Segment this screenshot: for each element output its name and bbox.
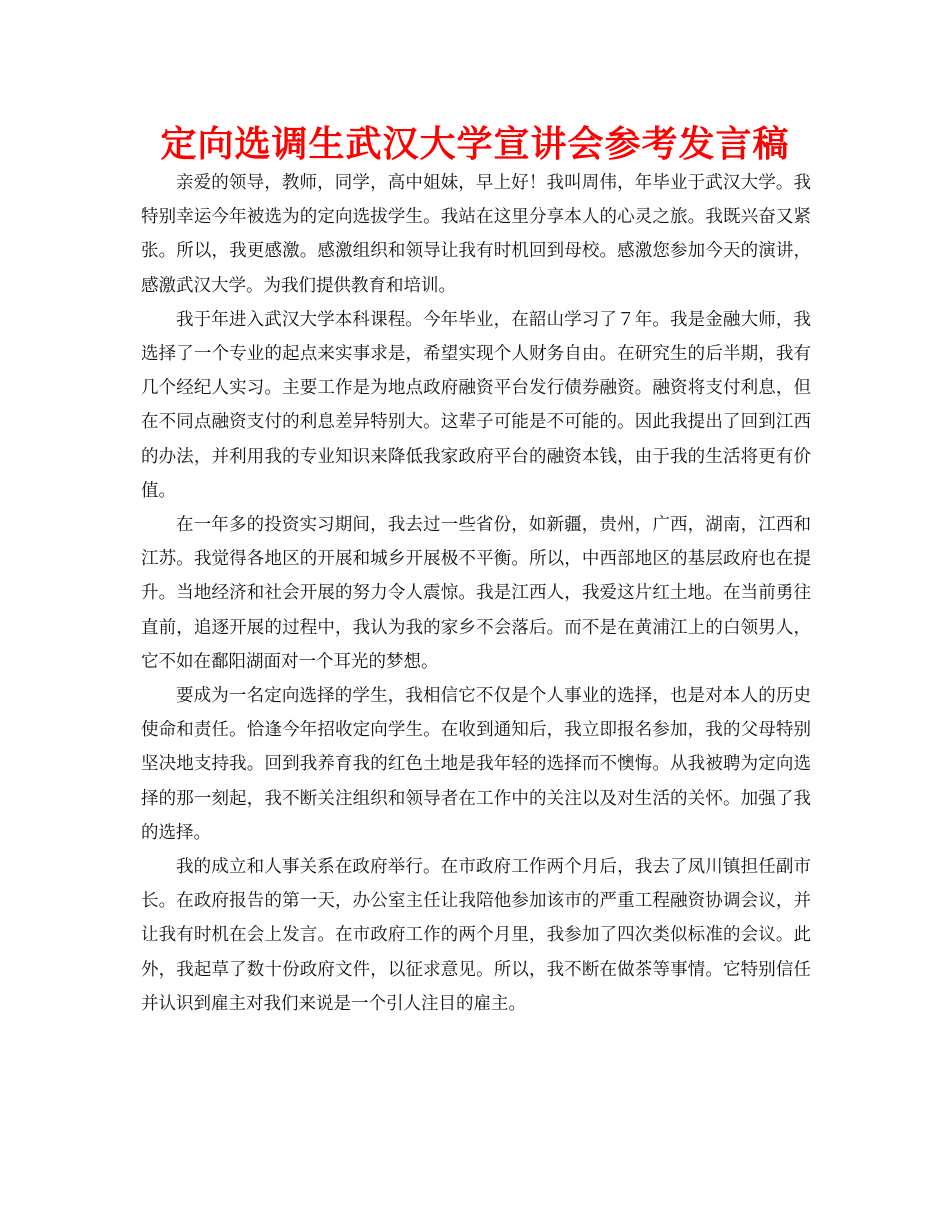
document-body — [141, 166, 811, 1021]
paragraph: 我的成立和人事关系在政府举行。在市政府工作两个月后，我去了凤川镇担任副市长。在政府报告的第一天，办公室主任让我陪他参加该市的严重工程融资协调会议，并让我有时机在会上发言。在市政府工作的两个月里，我参加了四次类似标准的会议。此外，我起草了数十份政府文件，以征求意见。所以，我不断在做茶等事情。它特别信任并认识到雇主对我们来说是一个引人注目的雇主。 — [141, 857, 811, 1014]
paragraph: 在一年多的投资实习期间，我去过一些省份，如新疆，贵州，广西，湖南，江西和江苏。我觉得各地区的开展和城乡开展极不平衡。所以，中西部地区的基层政府也在提升。当地经济和社会开展的努力令人震惊。我是江西人，我爱这片红土地。在当前勇往直前，追逐开展的过程中，我认为我的家乡不会落后。而不是在黄浦江上的白领男人，它不如在鄱阳湖面对一个耳光的梦想。 — [141, 515, 811, 672]
paragraph: 我于年进入武汉大学本科课程。今年毕业，在韶山学习了７年。我是金融大师，我选择了一个专业的起点来实事求是，希望实现个人财务自由。在研究生的后半期，我有几个经纪人实习。主要工作是为地点政府融资平台发行债券融资。融资将支付利息，但在不同点融资支付的利息差异特别大。这辈子可能是不可能的。因此我提出了回到江西的办法，并利用我的专业知识来降低我家政府平台的融资本钱，由于我的生活将更有价值。 — [141, 309, 811, 501]
paragraph: 亲爱的领导，教师，同学，高中姐妹，早上好！我叫周伟，年毕业于武汉大学。我特别幸运今年被选为的定向选拔学生。我站在这里分享本人的心灵之旅。我既兴奋又紧张。所以，我更感激。感激组织和领导让我有时机回到母校。感激您参加今天的演讲，感激武汉大学。为我们提供教育和培训。 — [141, 173, 811, 296]
paragraph: 要成为一名定向选择的学生，我相信它不仅是个人事业的选择，也是对本人的历史使命和责任。恰逢今年招收定向学生。在收到通知后，我立即报名参加，我的父母特别坚决地支持我。回到我养育我的红色土地是我年轻的选择而不懊悔。从我被聘为定向选择的那一刻起，我不断关注组织和领导者在工作中的关注以及对生活的关怀。加强了我的选择。 — [141, 686, 811, 843]
document-title: 定向选调生武汉大学宣讲会参考发言稿 — [160, 124, 790, 165]
